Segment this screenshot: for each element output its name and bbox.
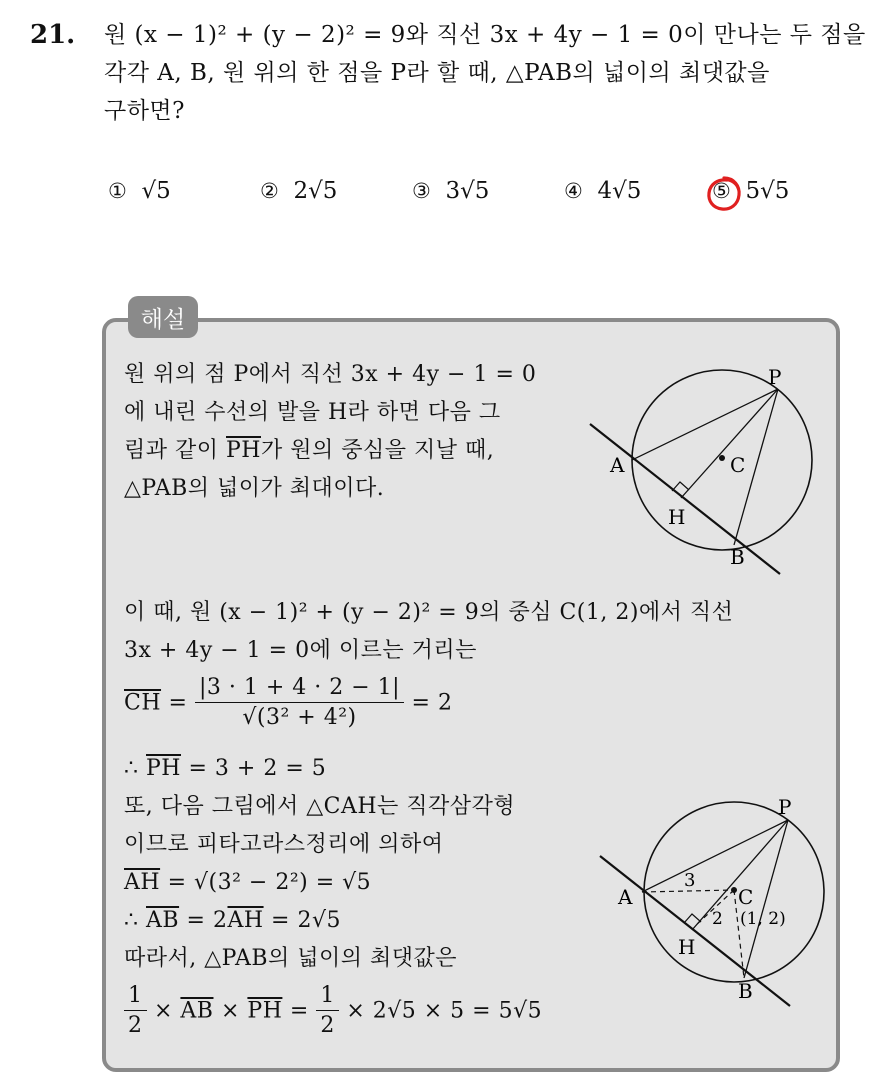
segment-pa [632, 389, 778, 460]
label-a: A [610, 453, 625, 477]
text-segment: = 2 [179, 908, 228, 933]
label-a: A [618, 885, 633, 909]
segment-pa [642, 820, 788, 892]
center-dot [731, 887, 737, 893]
segment-ph: $\overline{PH}$ [226, 438, 261, 463]
choice-value: 4√5 [597, 178, 642, 204]
label-b: B [730, 545, 745, 569]
question-number: 21. [30, 20, 76, 50]
text-segment: 가 원의 중심을 지날 때, [261, 438, 495, 463]
question-line-2: 각각 A, B, 원 위의 한 점을 P라 할 때, △PAB의 넓이의 최댓값을 [104, 60, 770, 86]
segment-ab: $\overline{AB}$ [180, 998, 214, 1024]
label-p: P [778, 795, 792, 819]
label-c: C [738, 885, 754, 909]
fraction-half [124, 982, 147, 1041]
choice-4[interactable] [564, 178, 641, 204]
equals: = [161, 690, 195, 716]
final-equation [124, 982, 542, 1041]
denominator: 2 [320, 1013, 335, 1038]
therefore: ∴ [124, 908, 146, 933]
choice-number: ② [260, 179, 279, 203]
denominator: √(3² + 4²) [242, 705, 357, 730]
result: × 2√5 × 5 = 5√5 [338, 998, 543, 1024]
text-segment: 림과 같이 [124, 438, 226, 463]
question-line-1: 원 (x − 1)² + (y − 2)² = 9와 직선 3x + 4y − 1 = 0이 만나는 두 점을 [104, 22, 866, 48]
fraction-half [316, 982, 339, 1041]
question-line-3: 구하면? [104, 98, 185, 124]
segment-ch: $\overline{CH}$ [124, 690, 162, 716]
numerator: 1 [124, 982, 147, 1011]
segment-ah: $\overline{AH}$ [227, 908, 264, 933]
label-p: P [768, 365, 782, 389]
denominator: 2 [128, 1013, 143, 1038]
times: × [146, 998, 181, 1024]
choice-1[interactable] [108, 178, 171, 204]
label-h: H [668, 505, 686, 529]
segment-ab: $\overline{AB}$ [146, 908, 180, 933]
question-text [104, 16, 866, 130]
solution-tag: 해설 [128, 296, 198, 338]
solution-line: 따라서, △PAB의 넓이의 최댓값은 [124, 946, 458, 971]
choice-number: ④ [564, 179, 583, 203]
solution-line: 이 때, 원 (x − 1)² + (y − 2)² = 9의 중심 C(1, 2)에서 직선 [124, 600, 734, 625]
numerator: |3 · 1 + 4 · 2 − 1| [195, 674, 404, 703]
choice-value: 3√5 [445, 178, 490, 204]
label-b: B [738, 979, 753, 1003]
solution-line: 3x + 4y − 1 = 0에 이르는 거리는 [124, 638, 477, 663]
result: = 2 [404, 690, 453, 716]
center-dot [719, 455, 725, 461]
segment-ph: $\overline{PH}$ [146, 756, 181, 781]
label-center-coord: (1, 2) [740, 909, 786, 929]
solution-line [124, 432, 536, 470]
choice-2[interactable] [260, 178, 337, 204]
solution-line: 이므로 피타고라스정리에 의하여 [124, 832, 444, 857]
solution-line: △PAB의 넓이가 최대이다. [124, 476, 385, 501]
ph-equation [124, 750, 515, 788]
solution-line: 에 내린 수선의 발을 H라 하면 다음 그 [124, 400, 501, 425]
label-radius-3: 3 [684, 870, 696, 891]
segment-ph: $\overline{PH}$ [247, 998, 283, 1024]
figure-2-circle-diagram [596, 792, 832, 1014]
fraction [195, 674, 404, 733]
answer-circle-mark [704, 174, 744, 214]
ah-equation [124, 864, 515, 902]
solution-paragraph-3 [124, 750, 515, 978]
solution-line: 또, 다음 그림에서 △CAH는 직각삼각형 [124, 794, 516, 819]
choice-3[interactable] [412, 178, 489, 204]
solution-paragraph-1 [124, 356, 536, 508]
solution-line: 원 위의 점 P에서 직선 3x + 4y − 1 = 0 [124, 362, 537, 387]
choice-number: ③ [412, 179, 431, 203]
figure-1-circle-diagram [584, 356, 820, 578]
result: = √(3² − 2²) = √5 [160, 870, 372, 895]
ch-equation [124, 674, 452, 733]
result: = 3 + 2 = 5 [181, 756, 327, 781]
choice-number: ⑤ [712, 179, 731, 203]
result: = 2√5 [263, 908, 341, 933]
choice-value: 2√5 [293, 178, 338, 204]
equals: = [282, 998, 317, 1024]
label-c: C [730, 453, 746, 477]
line-ab [590, 424, 780, 574]
choice-value: 5√5 [745, 178, 790, 204]
ab-equation [124, 902, 515, 940]
label-distance-2: 2 [712, 909, 723, 929]
choice-number: ① [108, 179, 127, 203]
label-h: H [678, 935, 696, 959]
segment-ph [681, 389, 778, 498]
choice-value: √5 [141, 178, 171, 204]
therefore: ∴ [124, 756, 146, 781]
times: × [213, 998, 248, 1024]
segment-ah: $\overline{AH}$ [124, 870, 161, 895]
numerator: 1 [316, 982, 339, 1011]
solution-paragraph-2 [124, 594, 733, 670]
